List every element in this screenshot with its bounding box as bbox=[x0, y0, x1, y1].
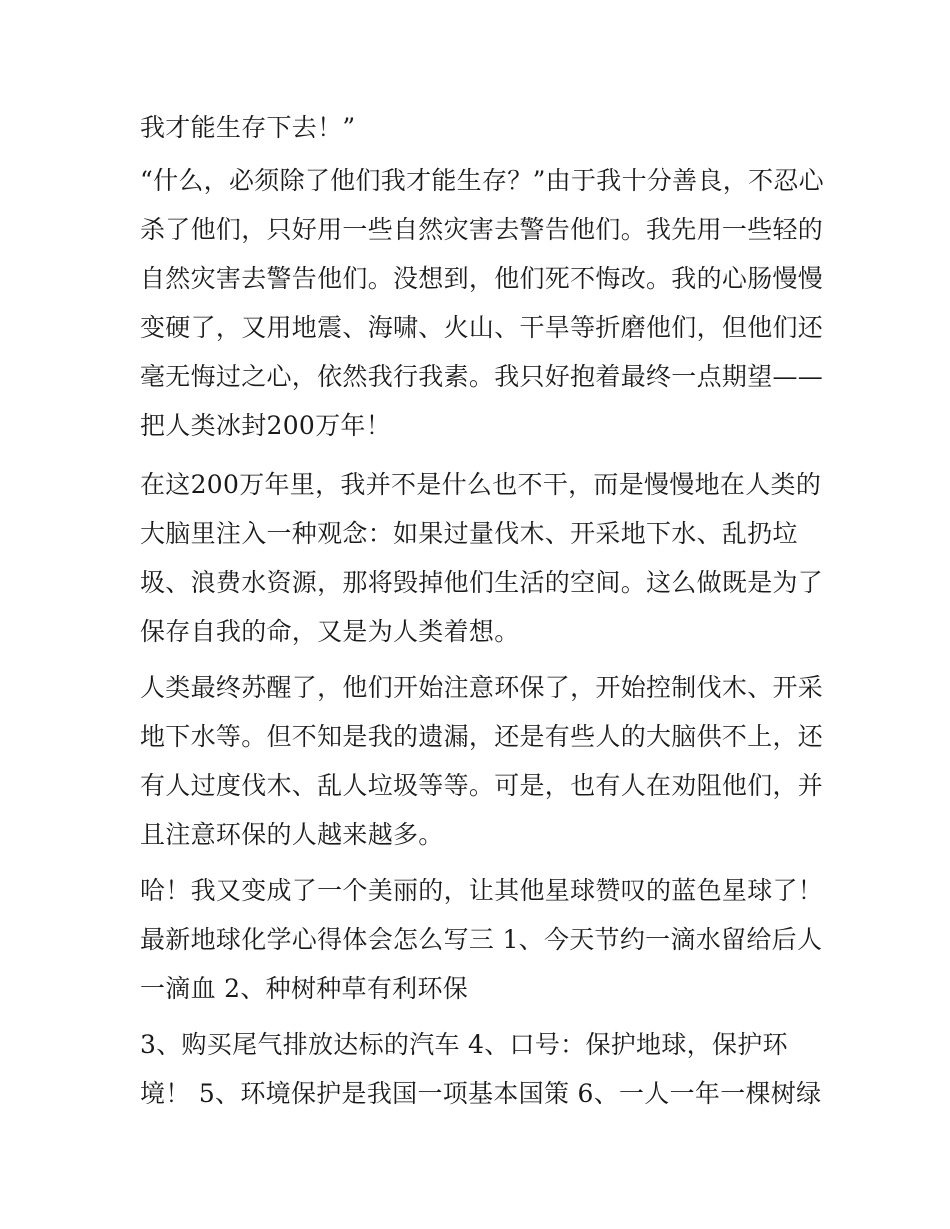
text-line: 地下水等。但不知是我的遗漏，还是有些人的大脑供不上，还 bbox=[140, 722, 824, 751]
text-line: 圾、浪费水资源，那将毁掉他们生活的空间。这么做既是为了 bbox=[140, 568, 824, 597]
text-line: 自然灾害去警告他们。没想到，他们死不悔改。我的心肠慢慢 bbox=[140, 264, 824, 293]
text-line: 有人过度伐木、乱人垃圾等等。可是，也有人在劝阻他们，并 bbox=[140, 771, 824, 800]
text-line: 一滴血 2、种树种草有利环保 bbox=[140, 974, 469, 1003]
text-line: 人类最终苏醒了，他们开始注意环保了，开始控制伐木、开采 bbox=[140, 673, 824, 702]
text-line: 我才能生存下去！” bbox=[140, 113, 356, 142]
text-line: “什么，必须除了他们我才能生存？”由于我十分善良，不忍心 bbox=[140, 166, 824, 195]
text-line: 且注意环保的人越来越多。 bbox=[140, 820, 444, 849]
text-line: 保存自我的命，又是为人类着想。 bbox=[140, 617, 520, 646]
text-line: 杀了他们，只好用一些自然灾害去警告他们。我先用一些轻的 bbox=[140, 215, 824, 244]
text-line: 在这200万年里，我并不是什么也不干，而是慢慢地在人类的 bbox=[140, 470, 822, 499]
text-line: 变硬了，又用地震、海啸、火山、干旱等折磨他们，但他们还 bbox=[140, 313, 824, 342]
text-line: 最新地球化学心得体会怎么写三 1、今天节约一滴水留给后人 bbox=[140, 925, 823, 954]
text-line: 哈！我又变成了一个美丽的，让其他星球赞叹的蓝色星球了！ bbox=[140, 876, 824, 905]
text-line: 把人类冰封200万年！ bbox=[140, 411, 392, 440]
text-line: 境！ 5、环境保护是我国一项基本国策 6、一人一年一棵树绿 bbox=[140, 1079, 822, 1108]
text-line: 毫无悔过之心，依然我行我素。我只好抱着最终一点期望—— bbox=[140, 362, 824, 391]
text-line: 大脑里注入一种观念：如果过量伐木、开采地下水、乱扔垃 bbox=[140, 519, 798, 548]
text-line: 3、购买尾气排放达标的汽车 4、口号：保护地球，保护环 bbox=[140, 1030, 788, 1059]
